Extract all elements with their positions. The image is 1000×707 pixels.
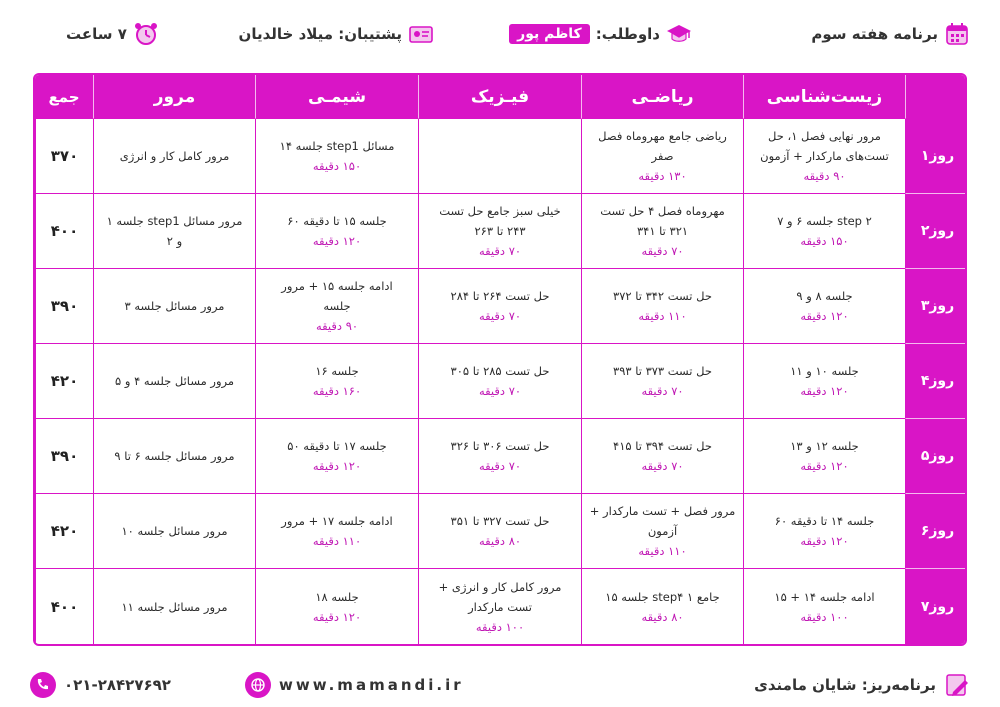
row-day-label: روز۵ (905, 419, 967, 494)
phone-icon (30, 672, 56, 698)
phone-contact (30, 668, 171, 702)
column-header-chemistry: شیمـی (255, 75, 418, 119)
cell-task-line: حل تست ۳۲۷ تا ۳۵۱ (450, 514, 550, 528)
cell-physics (418, 344, 581, 419)
cell-task-line: مرور مسائل جلسه ۶ تا ۹ (114, 449, 235, 463)
cell-review (93, 569, 255, 644)
cell-biology (743, 419, 905, 494)
row-day-label: روز۶ (905, 494, 967, 569)
cell-task-line: و ۲ (166, 234, 183, 248)
cell-review (93, 269, 255, 344)
schedule-table (33, 73, 967, 646)
cell-task-line: مسائل step1 جلسه ۱۴ (279, 139, 395, 153)
cell-task-line: مرور مسائل جلسه ۱۰ (121, 524, 228, 538)
cell-task-line: مرور کامل کار و انرژی (119, 149, 230, 163)
cell-task-line: مرور مسائل جلسه ۱۱ (121, 599, 228, 614)
plan-title-text: برنامه هفته سوم (811, 25, 938, 43)
cell-duration: ۱۲۰ دقیقه (800, 309, 849, 323)
cell-task-line: جلسه ۱۷ تا دقیقه ۵۰ (287, 439, 387, 453)
student-label: داوطلب: (595, 25, 660, 43)
cell-physics (418, 569, 581, 644)
cell-task-line: جلسه ۱۵ تا دقیقه ۶۰ (287, 214, 387, 228)
cell-chemistry (255, 344, 418, 419)
cell-task-line: آزمون (647, 524, 678, 538)
cell-task-line: جلسه ۱۸ (315, 589, 359, 604)
author-text: برنامه‌ریز: شایان مامندی (754, 676, 936, 694)
row-sum: ۴۰۰ (35, 194, 93, 269)
student-info (509, 14, 692, 54)
cell-duration: ۱۱۰ دقیقه (638, 544, 687, 558)
cell-task-line: جلسه ۱۲ و ۱۳ (790, 439, 859, 453)
cell-task-line: صفر (651, 149, 674, 163)
cell-duration: ۹۰ دقیقه (315, 319, 359, 333)
support-card-icon (408, 21, 434, 47)
cell-review (93, 344, 255, 419)
author-info (754, 668, 970, 702)
cell-duration: ۷۰ دقیقه (478, 244, 522, 258)
globe-icon (245, 672, 271, 698)
cell-task-line: مرور نهایی فصل ۱، حل (768, 129, 881, 143)
cell-task-line: جلسه ۱۴ تا دقیقه ۶۰ (774, 514, 875, 528)
cell-biology (743, 344, 905, 419)
cell-task-line: جامع ۱ step۴ جلسه ۱۵ (605, 589, 720, 604)
cell-duration: ۷۰ دقیقه (641, 244, 684, 258)
support-text: پشتیبان: میلاد خالدیان (238, 25, 402, 43)
cell-task-line: مرور مسائل step1 جلسه ۱ (106, 214, 243, 228)
cell-task-line: مرور مسائل جلسه ۴ و ۵ (115, 374, 235, 388)
row-day-label: روز۷ (905, 569, 967, 644)
cell-chemistry (255, 419, 418, 494)
cell-duration: ۱۶۰ دقیقه (312, 384, 362, 398)
student-name-badge: کاظم پور (509, 24, 590, 44)
cell-biology (743, 119, 905, 194)
alarm-clock-icon (133, 21, 159, 47)
cell-task-line: مرور فصل + تست مارکدار + (589, 504, 736, 518)
cell-duration: ۱۲۰ دقیقه (800, 459, 849, 473)
calendar-icon (944, 21, 970, 47)
row-day-label: روز۱ (905, 119, 967, 194)
cell-task-line: حل تست ۳۹۴ تا ۴۱۵ (613, 439, 712, 453)
column-header-physics: فیـزیک (418, 75, 581, 119)
cell-duration: ۷۰ دقیقه (478, 384, 522, 398)
cell-chemistry (255, 119, 418, 194)
row-day-label: روز۴ (905, 344, 967, 419)
cell-duration: ۱۲۰ دقیقه (312, 234, 362, 248)
cell-duration: ۷۰ دقیقه (641, 459, 684, 473)
cell-math (581, 269, 743, 344)
cell-physics (418, 194, 581, 269)
column-header-corner (905, 75, 967, 119)
column-header-biology: زیست‌شناسی (743, 75, 905, 119)
cell-task-line: step ۲ جلسه ۶ و ۷ (777, 214, 872, 228)
cell-task-line: جلسه ۱۰ و ۱۱ (790, 364, 859, 378)
cell-duration: ۷۰ دقیقه (641, 384, 684, 398)
row-day-label: روز۳ (905, 269, 967, 344)
cell-duration: ۱۱۰ دقیقه (312, 534, 362, 548)
cell-task-line: حل تست ۲۸۵ تا ۳۰۵ (450, 364, 550, 378)
cell-duration: ۸۰ دقیقه (478, 534, 522, 548)
cell-chemistry (255, 494, 418, 569)
row-sum: ۴۰۰ (35, 569, 93, 644)
cell-task-line: ادامه جلسه ۱۷ + مرور (281, 514, 393, 528)
cell-biology (743, 269, 905, 344)
cell-task-line: ۳۲۱ تا ۳۴۱ (636, 224, 689, 238)
page-footer (30, 668, 970, 702)
cell-task-line: حل تست ۳۷۳ تا ۳۹۳ (613, 364, 712, 378)
cell-chemistry (255, 194, 418, 269)
cell-math (581, 194, 743, 269)
cell-task-line: جلسه ۱۶ (315, 364, 359, 378)
study-time (66, 14, 159, 54)
cell-math (581, 344, 743, 419)
cell-chemistry (255, 269, 418, 344)
cell-physics (418, 419, 581, 494)
cell-math (581, 419, 743, 494)
column-header-math: ریاضـی (581, 75, 743, 119)
row-sum: ۳۷۰ (35, 119, 93, 194)
cell-duration: ۱۰۰ دقیقه (475, 619, 525, 634)
cell-duration: ۱۳۰ دقیقه (638, 169, 687, 183)
cell-duration: ۷۰ دقیقه (478, 309, 522, 323)
row-sum: ۴۲۰ (35, 494, 93, 569)
study-time-text: ۷ ساعت (66, 25, 127, 43)
cell-task-line: مرور کامل کار و انرژی + (438, 579, 562, 594)
cell-task-line: تست مارکدار (468, 599, 532, 614)
column-header-review: مرور (93, 75, 255, 119)
cell-chemistry (255, 569, 418, 644)
cell-duration: ۱۰۰ دقیقه (800, 609, 849, 624)
column-header-sum: جمع (35, 75, 93, 119)
cell-review (93, 194, 255, 269)
plan-title (811, 14, 970, 54)
website-text[interactable]: www.mamandi.ir (279, 676, 464, 694)
support-info (239, 14, 434, 54)
cell-physics (418, 269, 581, 344)
pen-icon (944, 672, 970, 698)
cell-math (581, 119, 743, 194)
cell-physics (418, 494, 581, 569)
cell-duration: ۱۲۰ دقیقه (312, 459, 362, 473)
cell-duration: ۸۰ دقیقه (641, 609, 684, 624)
cell-task-line: مرور مسائل جلسه ۳ (124, 299, 225, 313)
cell-task-line: ۲۴۳ تا ۲۶۳ (474, 224, 526, 238)
website-link[interactable] (245, 668, 464, 702)
cell-review (93, 119, 255, 194)
cell-task-line: ادامه جلسه ۱۵ + مرور (281, 279, 393, 293)
cell-duration: ۱۲۰ دقیقه (800, 384, 849, 398)
page-header (30, 14, 970, 54)
row-day-label: روز۲ (905, 194, 967, 269)
graduation-cap-icon (666, 21, 692, 47)
cell-task-line: ادامه جلسه ۱۴ + ۱۵ (774, 589, 875, 604)
cell-task-line: جلسه (323, 299, 351, 313)
cell-task-line: حل تست ۲۶۴ تا ۲۸۴ (450, 289, 550, 303)
cell-task-line: تست‌های مارکدار + آزمون (760, 149, 889, 163)
cell-task-line: مهروماه فصل ۴ حل تست (600, 204, 725, 218)
cell-math (581, 494, 743, 569)
cell-duration: ۱۱۰ دقیقه (638, 309, 687, 323)
cell-duration: ۱۲۰ دقیقه (800, 534, 849, 548)
cell-task-line: حل تست ۳۴۲ تا ۳۷۲ (613, 289, 712, 303)
cell-task-line: ریاضی جامع مهروماه فصل (598, 129, 727, 143)
cell-math (581, 569, 743, 644)
cell-duration: ۱۵۰ دقیقه (800, 234, 849, 248)
phone-number: ۰۲۱-۲۸۴۲۷۶۹۲ (64, 676, 171, 694)
cell-duration: ۹۰ دقیقه (803, 169, 846, 183)
cell-review (93, 494, 255, 569)
cell-biology (743, 494, 905, 569)
row-sum: ۴۲۰ (35, 344, 93, 419)
cell-biology (743, 569, 905, 644)
cell-duration: ۷۰ دقیقه (478, 459, 522, 473)
row-sum: ۳۹۰ (35, 419, 93, 494)
cell-task-line: حل تست ۳۰۶ تا ۳۲۶ (450, 439, 550, 453)
cell-task-line: جلسه ۸ و ۹ (796, 289, 853, 303)
cell-task-line: خیلی سبز جامع حل تست (439, 204, 561, 218)
cell-review (93, 419, 255, 494)
cell-physics (418, 119, 581, 194)
cell-biology (743, 194, 905, 269)
cell-duration: ۱۵۰ دقیقه (312, 159, 362, 173)
row-sum: ۳۹۰ (35, 269, 93, 344)
cell-duration: ۱۲۰ دقیقه (312, 609, 362, 624)
